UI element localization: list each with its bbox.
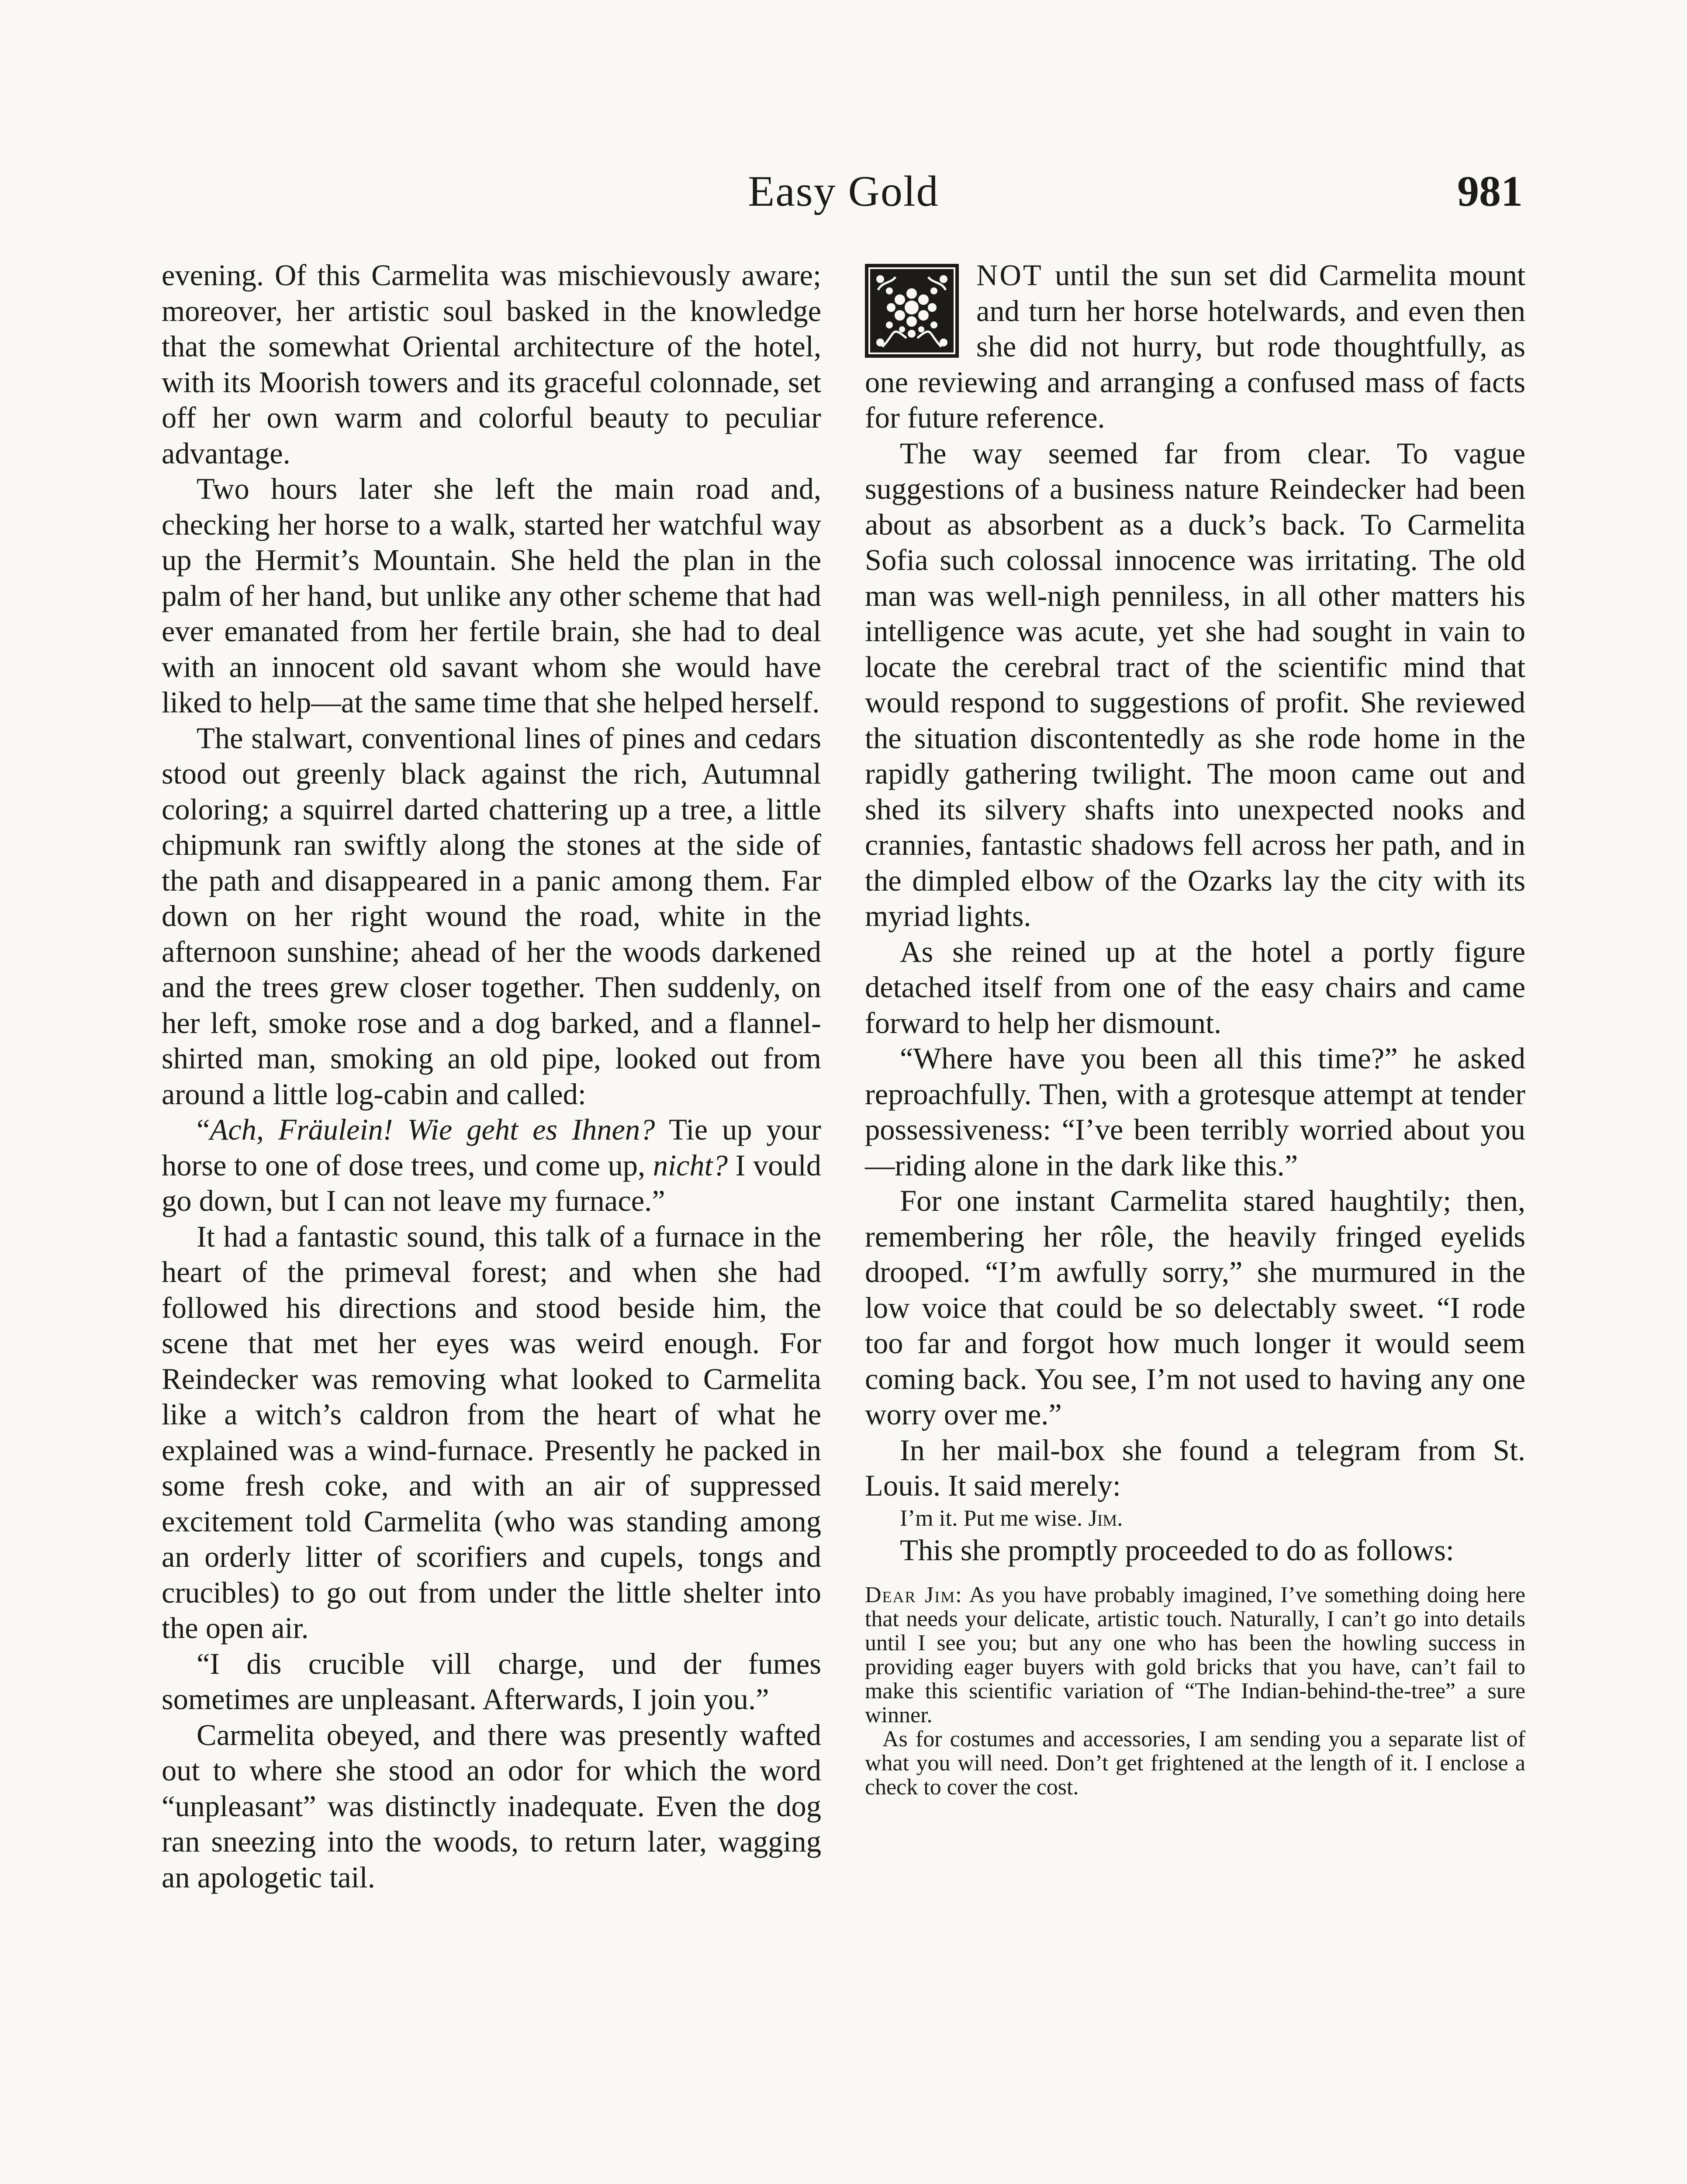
paragraph: Two hours later she left the main road and, checking her horse to a walk, started her watchful way up the Hermit’s Mountain. She held the plan in the palm of her hand, but unlike any other scheme that had ever emanated from her fertile brain, she had to deal with an innocent old savant whom she would have liked to help—at the same time that she helped herself.	[162, 472, 821, 719]
paragraph: For one instant Carmelita stared haughtily; then, remembering her rôle, the heavily fringed eyelids drooped. “I’m awfully sorry,” she murmured in the low voice that could be so delectably sweet. “I rode too far and forgot how much longer it would seem coming back. You see, I’m not used to having any one worry over me.”	[865, 1184, 1525, 1431]
running-title: Easy Gold	[748, 167, 939, 215]
quote-text: Tie up your horse to one of dose trees, und come up,	[162, 1113, 821, 1182]
opening-paragraph	[865, 258, 1525, 436]
paragraph: evening. Of this Carmelita was mischievously aware; moreover, her artistic soul basked in the knowledge that the somewhat Oriental architecture of the hotel, with its Moorish towers and its graceful colonnade, set off her own warm and colorful beauty to peculiar advantage.	[162, 259, 821, 470]
running-head	[0, 166, 1687, 218]
letter-paragraph: As for costumes and accessories, I am sending you a separate list of what you will need. Don’t get frightened at the length of it. I enclose a check to cover the cost.	[865, 1727, 1525, 1800]
paragraph: “Where have you been all this time?” he asked reproachfully. Then, with a grotesque attempt at tender possessiveness: “I’ve been terribly worried about you—riding alone in the dark like this.”	[865, 1042, 1525, 1182]
floral-ornament-icon	[865, 264, 959, 358]
right-column	[865, 258, 1525, 1799]
paragraph: The way seemed far from clear. To vague suggestions of a business nature Reindecker had been about as absorbent as a duck’s back. To Carmelita Sofia such colossal innocence was irritating. The old man was well-nigh penniless, in all other matters his intelligence was acute, yet she had sought in vain to locate the cerebral tract of the scientific mind that would respond to suggestions of profit. She reviewed the situation discontentedly as she rode home in the rapidly gathering twilight. The moon came out and shed its silvery shafts into unexpected nooks and crannies, fantastic shadows fell across her path, and in the dimpled elbow of the Ozarks lay the city with its myriad lights.	[865, 436, 1525, 933]
paragraph: In her mail-box she found a telegram from St. Louis. It said merely:	[865, 1433, 1525, 1502]
telegram-text: I’m it. Put me wise.	[900, 1505, 1089, 1531]
telegram-signature: Jim.	[1088, 1505, 1123, 1531]
paragraph: “I dis crucible vill charge, und der fumes sometimes are unpleasant. Afterwards, I join you.”	[162, 1647, 821, 1716]
left-column	[162, 258, 821, 1895]
telegram	[865, 1504, 1525, 1533]
paragraph: This she promptly proceeded to do as follows:	[900, 1533, 1454, 1567]
letter-text: As you have probably imagined, I’ve something doing here that needs your delicate, artistic touch. Naturally, I can’t go into details until I see you; but any one who has been the howling success in providing eager buyers with gold bricks that you have, can’t fail to make this scientific variation of “The Indian-behind-the-tree” a sure winner.	[865, 1583, 1525, 1728]
letter-paragraph	[865, 1583, 1525, 1727]
quote-italic: nicht?	[653, 1148, 728, 1182]
opening-text: until the sun set did Carmelita mount and turn her horse hotelwards, and even then she did not hurry, but rode thoughtfully, as one reviewing and arranging a confused mass of facts for future reference.	[865, 259, 1525, 434]
german-quote: “Ach, Fräulein! Wie geht es Ihnen? Tie up your horse to one of dose trees, und come up, nicht? I vould go down, but I can not leave my furnace.”	[162, 1113, 821, 1217]
paragraph: As she reined up at the hotel a portly figure detached itself from one of the easy chairs and came forward to help her dismount.	[865, 935, 1525, 1040]
letter	[865, 1583, 1525, 1799]
letter-salutation: Dear Jim:	[865, 1583, 963, 1607]
page-number: 981	[1457, 167, 1523, 215]
paragraph: It had a fantastic sound, this talk of a furnace in the heart of the primeval forest; and when she had followed his directions and stood beside him, the scene that met her eyes was weird enough. For Reindecker was removing what looked to Carmelita like a witch’s caldron from the heart of what he explained was a wind-furnace. Presently he packed in some fresh coke, and with an air of suppressed excitement told Carmelita (who was standing among an orderly litter of scorifiers and cupels, tongs and crucibles) to go out from under the little shelter into the open air.	[162, 1220, 821, 1645]
paragraph: The stalwart, conventional lines of pines and cedars stood out greenly black against the rich, Autumnal coloring; a squirrel darted chattering up a tree, a little chipmunk ran swiftly along the stones at the side of the path and disappeared in a panic among them. Far down on her right wound the road, white in the afternoon sunshine; ahead of her the woods darkened and the trees grew closer together. Then suddenly, on her left, smoke rose and a dog barked, and a flannel-shirted man, smoking an old pipe, looked out from around a little log-cabin and called:	[162, 721, 821, 1111]
quote-italic: Ach, Fräulein! Wie geht es Ihnen?	[210, 1113, 655, 1146]
paragraph: Carmelita obeyed, and there was presently wafted out to where she stood an odor for which the word “unpleasant” was distinctly inadequate. Even the dog ran sneezing into the woods, to return later, wagging an apologetic tail.	[162, 1718, 821, 1894]
first-word: NOT	[976, 259, 1043, 292]
quote-text: I vould go down, but I can not leave my furnace.”	[162, 1148, 821, 1217]
